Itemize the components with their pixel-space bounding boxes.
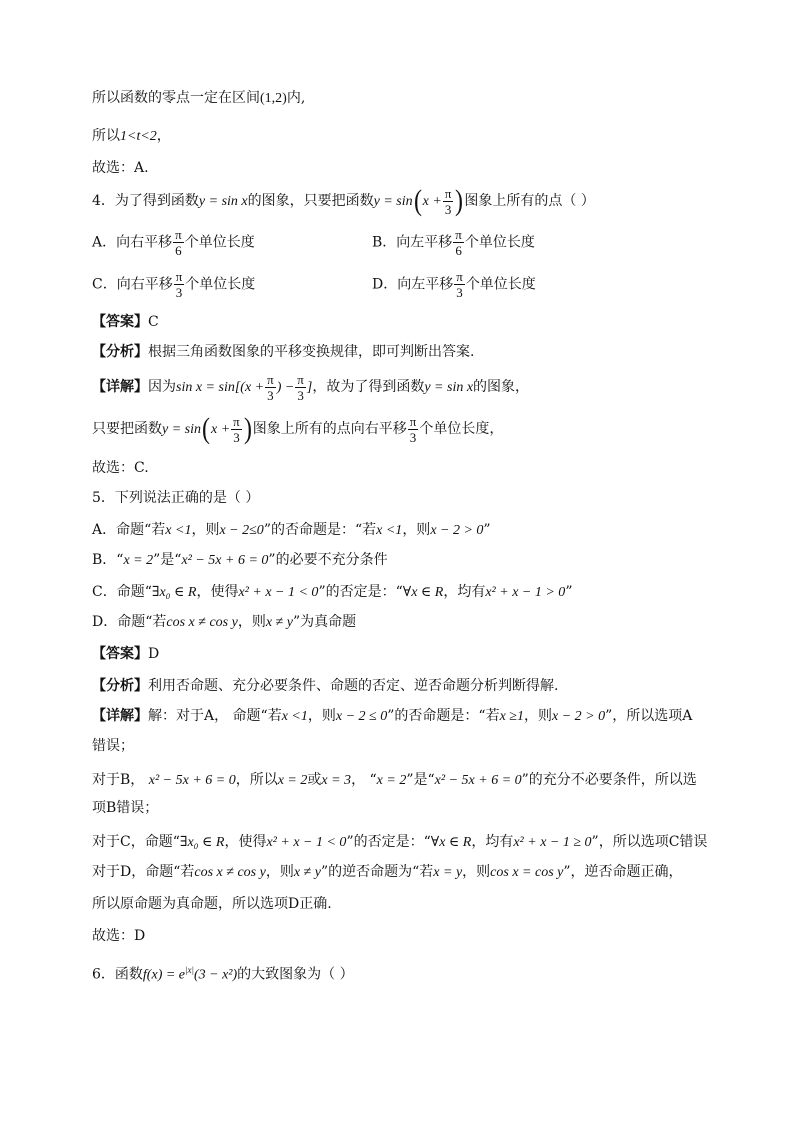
fraction-pi-3: $\frac{\pi}{3}$	[444, 185, 452, 217]
fraction-pi-6: $\frac{\pi}{6}$	[455, 227, 462, 258]
answer-value: D	[148, 646, 160, 662]
q5-choose: 故选：D	[92, 928, 146, 944]
question-6: 6．函数$f(x) = e^{|x|}(3 - x^2)$的大致图象为（ ）	[92, 965, 354, 983]
text: 所以函数的零点一定在区间	[92, 90, 260, 106]
math-func: y = sin	[373, 194, 413, 209]
q4-detail-2: 只要把函数y = sin(x + $\frac{\pi}{3}$ )图象上所有的点向右平移 $\frac{\pi}{3}$ 个单位长度，	[92, 412, 504, 445]
text: 内,	[286, 90, 306, 106]
q4-detail-1: 【详解】因为sin x = sin[(x + $\frac{\pi}{3}$ ) − $\frac{\pi}{3}$ ]，故为了得到函数y = sin x的图象，	[92, 371, 530, 403]
q4-answer	[92, 310, 159, 334]
option-b: B．向左平移 $\frac{\pi}{6}$ 个单位长度	[372, 227, 535, 258]
text: 所以	[92, 128, 120, 144]
q5-option-d: D．命题“若cos x ≠ cos y，则x ≠ y”为真命题	[92, 614, 357, 630]
math-interval: (1,2)	[260, 91, 287, 106]
detail-tag: 【详解】	[92, 708, 148, 724]
q5-detail-7: 所以原命题为真命题，所以选项D正确.	[92, 896, 332, 912]
text-line-choose-a: 故选：A.	[92, 160, 149, 176]
math-expr: sin x = sin[(x +	[176, 380, 265, 395]
fraction-pi-3: $\frac{\pi}{3}$	[456, 269, 463, 300]
analysis-tag: 【分析】	[92, 678, 148, 694]
fraction-pi-3: $\frac{\pi}{3}$	[409, 413, 417, 445]
answer-value: C	[148, 314, 159, 330]
q5-analysis: 【分析】利用否命题、充分必要条件、命题的否定、逆否命题分析判断得解.	[92, 678, 559, 694]
text: 的图象，只要把函数	[247, 193, 374, 209]
q5-detail-4: 项B错误；	[92, 800, 159, 816]
right-paren: )	[455, 184, 464, 217]
q5-detail-2: 错误；	[92, 738, 134, 754]
q4-options-row-2	[92, 270, 712, 300]
q5-detail-3: 对于B， x² − 5x + 6 = 0，所以x = 2或x = 3， “x = 2”是“x² − 5x + 6 = 0”的充分不必要条件，所以选	[92, 772, 697, 788]
text: 4．为了得到函数	[92, 193, 199, 209]
answer-tag: 【答案】	[92, 646, 148, 662]
text-line-zero-interval	[92, 86, 305, 111]
option-a: A．向右平移 $\frac{\pi}{6}$ 个单位长度	[92, 227, 255, 258]
text: ，	[156, 128, 171, 144]
fraction-pi-3: $\frac{\pi}{3}$	[175, 269, 183, 300]
q5-detail-1: 【详解】解：对于A， 命题“若x <1，则x − 2 ≤ 0”的否命题是：“若x ≥1，则x − 2 > 0”，所以选项A	[92, 708, 693, 724]
analysis-text: 根据三角函数图象的平移变换规律，即可判断出答案.	[148, 344, 475, 360]
q4-options-row-1	[92, 228, 712, 258]
q4-choose: 故选：C.	[92, 460, 149, 476]
answer-tag: 【答案】	[92, 314, 148, 330]
option-c: C．向右平移 $\frac{\pi}{3}$ 个单位长度	[92, 269, 256, 300]
fraction-pi-3: $\frac{\pi}{3}$	[233, 413, 240, 445]
text: 图象上所有的点（ ）	[464, 193, 595, 209]
q4-analysis	[92, 340, 474, 364]
detail-tag: 【详解】	[92, 379, 148, 395]
math-func: y = sin x	[198, 194, 248, 209]
q5-answer	[92, 642, 159, 666]
math-inequality: 1<t<2	[120, 129, 157, 144]
fraction-pi-3: $\frac{\pi}{3}$	[297, 371, 304, 403]
fraction-pi-6: $\frac{\pi}{6}$	[175, 227, 182, 258]
q5-detail-6: 对于D，命题“若cos x ≠ cos y，则x ≠ y”的逆否命题为“若x = y，则cos x = cos y”，逆否命题正确，	[92, 864, 683, 880]
q5-option-c: C．命题“∃x₀ ∈ R，使得x² + x − 1 < 0”的否定是：“∀x ∈ R，均有x² + x − 1 > 0”	[92, 584, 573, 600]
math-func: f(x) = e	[142, 967, 186, 983]
text-line-t-range	[92, 124, 171, 149]
fraction-pi-3: $\frac{\pi}{3}$	[267, 371, 274, 403]
question-4	[92, 186, 595, 217]
question-5: 5．下列说法正确的是（ ）	[92, 490, 260, 506]
option-d: D．向左平移 $\frac{\pi}{3}$ 个单位长度	[372, 269, 536, 300]
math-func: x +	[422, 194, 442, 209]
left-paren: (	[413, 184, 422, 217]
analysis-tag: 【分析】	[92, 344, 148, 360]
q5-option-b: B．“x = 2”是“x² − 5x + 6 = 0”的必要不充分条件	[92, 552, 388, 568]
q5-detail-5: 对于C，命题“∃x₀ ∈ R，使得x² + x − 1 < 0”的否定是：“∀x ∈ R，均有x² + x − 1 ≥ 0”，所以选项C错误	[92, 834, 708, 850]
q5-option-a: A．命题“若x <1，则x − 2≤0”的否命题是：“若x <1，则x − 2 > 0”	[92, 522, 491, 538]
